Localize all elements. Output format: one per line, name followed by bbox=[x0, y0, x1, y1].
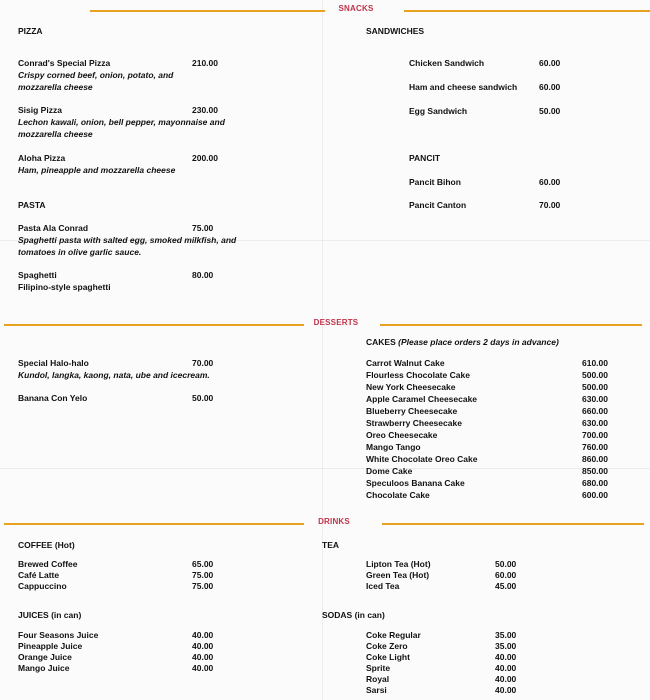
cake-name: Blueberry Cheesecake bbox=[366, 406, 458, 416]
header-sandwiches: SANDWICHES bbox=[366, 26, 425, 36]
divider-line bbox=[380, 324, 642, 326]
menu-item-name: Coke Regular bbox=[366, 630, 421, 640]
menu-item-name: Ham and cheese sandwich bbox=[409, 82, 518, 92]
menu-item-name: Aloha Pizza bbox=[18, 153, 66, 163]
menu-item-price: 70.00 bbox=[539, 200, 561, 210]
section-title-drinks: DRINKS bbox=[318, 517, 350, 526]
menu-item-price: 35.00 bbox=[495, 630, 517, 640]
menu-item-price: 60.00 bbox=[539, 82, 561, 92]
menu-item-price: 75.00 bbox=[192, 223, 214, 233]
menu-item-price: 75.00 bbox=[192, 581, 214, 591]
menu-item-name: Lipton Tea (Hot) bbox=[366, 559, 431, 569]
menu-item-name: Banana Con Yelo bbox=[18, 393, 88, 403]
cake-price: 860.00 bbox=[582, 454, 608, 464]
menu-item-name: Egg Sandwich bbox=[409, 106, 468, 116]
cake-price: 610.00 bbox=[582, 358, 608, 368]
cake-name: Apple Caramel Cheesecake bbox=[366, 394, 478, 404]
menu-item-name: Coke Zero bbox=[366, 641, 408, 651]
menu-item-name: Pancit Bihon bbox=[409, 177, 461, 187]
menu-item-price: 40.00 bbox=[192, 652, 214, 662]
menu-item-price: 40.00 bbox=[192, 663, 214, 673]
menu-item-name: Café Latte bbox=[18, 570, 60, 580]
menu-item-desc: Spaghetti pasta with salted egg, smoked milkfish, and tomatoes in olive garlic sauce. bbox=[18, 235, 237, 257]
cake-price: 850.00 bbox=[582, 466, 608, 476]
menu-item-name: Spaghetti bbox=[18, 270, 57, 280]
menu-item-name: Sisig Pizza bbox=[18, 105, 62, 115]
divider-line bbox=[90, 10, 325, 12]
menu-item-desc: Ham, pineapple and mozzarella cheese bbox=[18, 165, 176, 175]
menu-item-price: 75.00 bbox=[192, 570, 214, 580]
menu-item-desc: Lechon kawali, onion, bell pepper, mayonnaise and mozzarella cheese bbox=[18, 117, 225, 139]
menu-item-price: 210.00 bbox=[192, 58, 218, 68]
cake-name: Flourless Chocolate Cake bbox=[366, 370, 470, 380]
section-drinks bbox=[0, 517, 650, 531]
divider-line bbox=[404, 10, 650, 12]
menu-item-name: Sprite bbox=[366, 663, 391, 673]
menu-item-price: 40.00 bbox=[495, 674, 517, 684]
menu-item-desc: Filipino-style spaghetti bbox=[18, 282, 111, 292]
header-coffee: COFFEE (Hot) bbox=[18, 540, 75, 550]
cake-name: Oreo Cheesecake bbox=[366, 430, 438, 440]
menu-item-name: Cappuccino bbox=[18, 581, 67, 591]
menu-item-name: Mango Juice bbox=[18, 663, 70, 673]
menu-item-name: Green Tea (Hot) bbox=[366, 570, 430, 580]
cake-name: Mango Tango bbox=[366, 442, 421, 452]
header-tea: TEA bbox=[322, 540, 339, 550]
divider-line bbox=[382, 523, 644, 525]
menu-item-price: 60.00 bbox=[495, 570, 517, 580]
cake-name: Strawberry Cheesecake bbox=[366, 418, 462, 428]
menu-item-name: Brewed Coffee bbox=[18, 559, 78, 569]
divider-line bbox=[4, 324, 304, 326]
paper-fold bbox=[322, 0, 323, 700]
menu-item-price: 35.00 bbox=[495, 641, 517, 651]
cake-price: 500.00 bbox=[582, 382, 608, 392]
section-title-snacks: SNACKS bbox=[338, 4, 374, 13]
header-cakes bbox=[366, 337, 559, 347]
divider-line bbox=[4, 523, 304, 525]
menu-item-name: Pasta Ala Conrad bbox=[18, 223, 89, 233]
menu-item-name: Pineapple Juice bbox=[18, 641, 83, 651]
menu-item-price: 50.00 bbox=[539, 106, 561, 116]
menu-item-name: Conrad's Special Pizza bbox=[18, 58, 111, 68]
header-pizza: PIZZA bbox=[18, 26, 43, 36]
header-sodas: SODAS (in can) bbox=[322, 610, 385, 620]
cakes-note: (Please place orders 2 days in advance) bbox=[398, 337, 559, 347]
menu-item-price: 230.00 bbox=[192, 105, 218, 115]
menu-item-price: 40.00 bbox=[192, 630, 214, 640]
menu-item-price: 60.00 bbox=[539, 58, 561, 68]
paper-fold bbox=[0, 468, 650, 469]
menu-item-name: Special Halo-halo bbox=[18, 358, 89, 368]
menu-item-price: 40.00 bbox=[495, 663, 517, 673]
menu-item-name: Chicken Sandwich bbox=[409, 58, 485, 68]
menu-item-name: Four Seasons Juice bbox=[18, 630, 99, 640]
menu-item-desc: Crispy corned beef, onion, potato, and mozzarella cheese bbox=[18, 70, 174, 92]
menu-item-price: 65.00 bbox=[192, 559, 214, 569]
cake-price: 700.00 bbox=[582, 430, 608, 440]
menu-item-name: Coke Light bbox=[366, 652, 410, 662]
menu-item-price: 60.00 bbox=[539, 177, 561, 187]
menu-item-price: 70.00 bbox=[192, 358, 214, 368]
menu-item-desc: Kundol, langka, kaong, nata, ube and icecream. bbox=[18, 370, 210, 380]
cake-name: New York Cheesecake bbox=[366, 382, 456, 392]
cake-name: Dome Cake bbox=[366, 466, 413, 476]
cake-price: 680.00 bbox=[582, 478, 608, 488]
section-desserts bbox=[0, 318, 650, 332]
menu-item-price: 40.00 bbox=[192, 641, 214, 651]
menu-item-name: Royal bbox=[366, 674, 390, 684]
cake-price: 660.00 bbox=[582, 406, 608, 416]
cake-price: 630.00 bbox=[582, 394, 608, 404]
cake-name: Chocolate Cake bbox=[366, 490, 430, 500]
menu-item-name: Orange Juice bbox=[18, 652, 72, 662]
header-juices: JUICES (in can) bbox=[18, 610, 82, 620]
cakes-title: CAKES bbox=[366, 337, 396, 347]
header-pasta: PASTA bbox=[18, 200, 46, 210]
cake-name: Speculoos Banana Cake bbox=[366, 478, 465, 488]
cake-price: 630.00 bbox=[582, 418, 608, 428]
menu-item-price: 50.00 bbox=[192, 393, 214, 403]
menu-item-price: 80.00 bbox=[192, 270, 214, 280]
menu-item-name: Iced Tea bbox=[366, 581, 400, 591]
menu-item-price: 45.00 bbox=[495, 581, 517, 591]
menu-item-price: 40.00 bbox=[495, 685, 517, 695]
menu-item-price: 200.00 bbox=[192, 153, 218, 163]
menu-item-price: 40.00 bbox=[495, 652, 517, 662]
header-pancit: PANCIT bbox=[409, 153, 441, 163]
menu-item-name: Sarsi bbox=[366, 685, 387, 695]
cake-price: 500.00 bbox=[582, 370, 608, 380]
menu-item-name: Pancit Canton bbox=[409, 200, 467, 210]
cake-price: 600.00 bbox=[582, 490, 608, 500]
cake-name: Carrot Walnut Cake bbox=[366, 358, 445, 368]
cake-price: 760.00 bbox=[582, 442, 608, 452]
menu-item-price: 50.00 bbox=[495, 559, 517, 569]
cake-name: White Chocolate Oreo Cake bbox=[366, 454, 478, 464]
section-snacks bbox=[0, 4, 650, 18]
section-title-desserts: DESSERTS bbox=[313, 318, 359, 327]
